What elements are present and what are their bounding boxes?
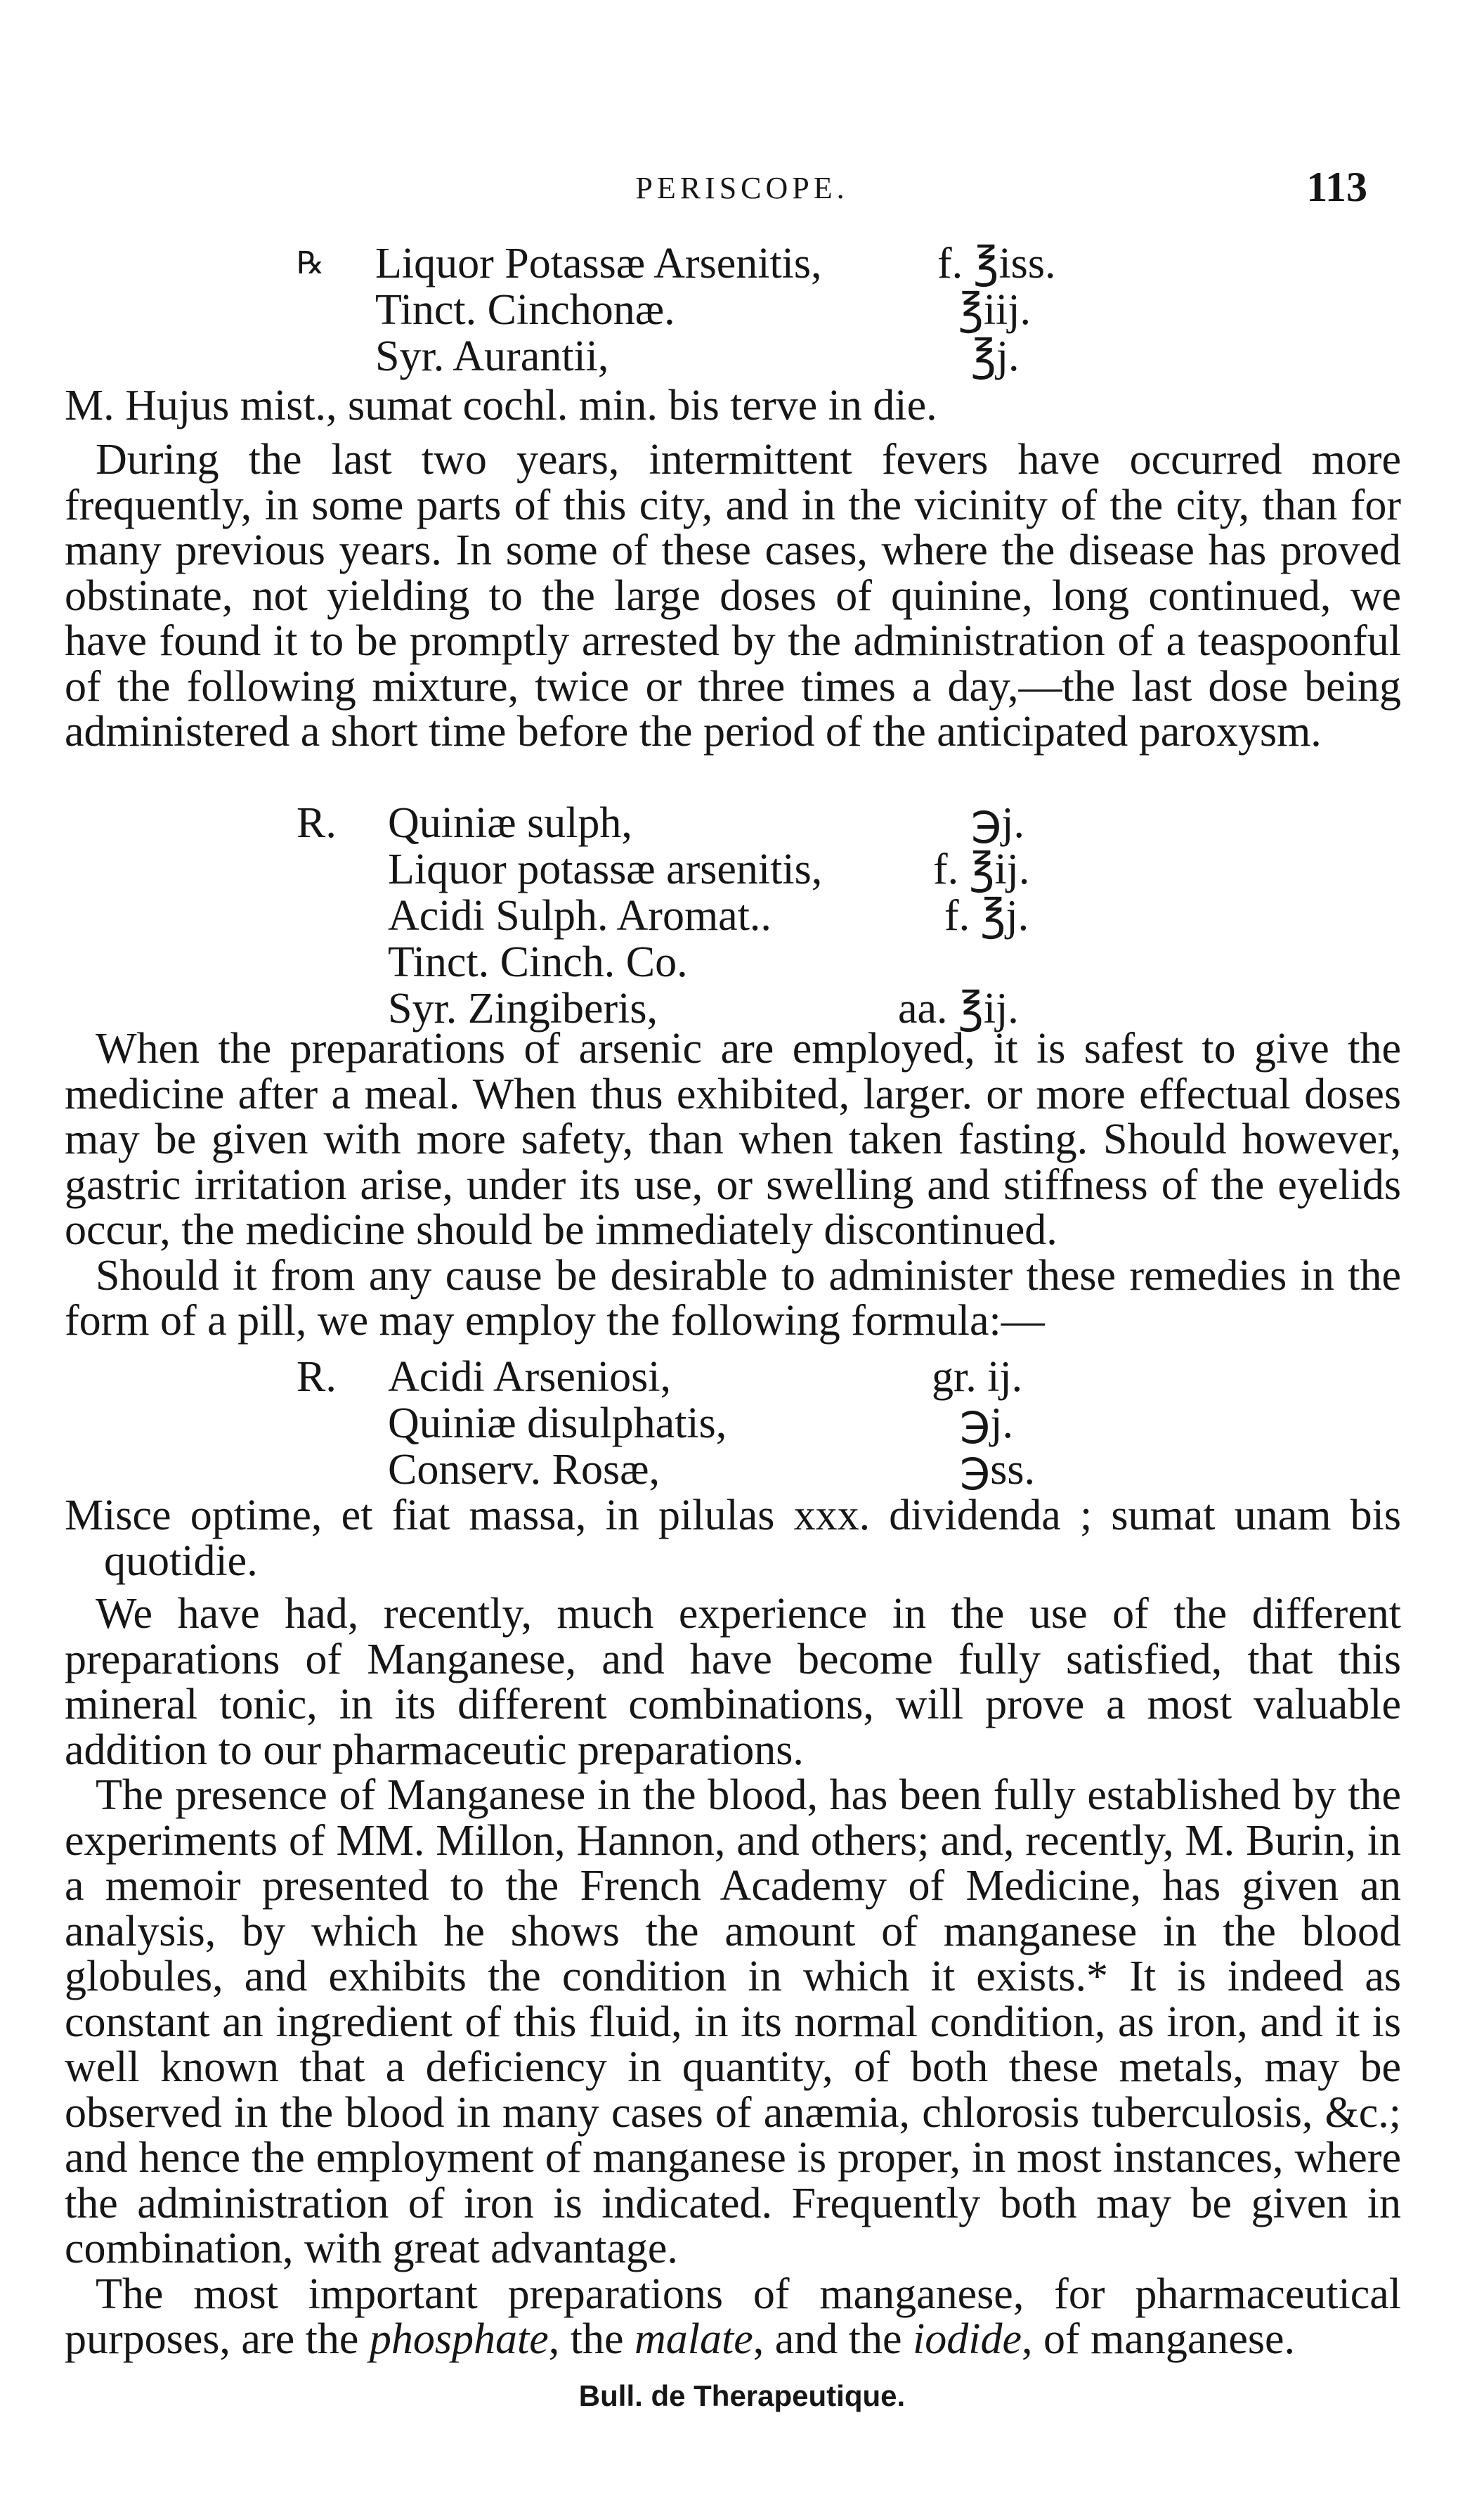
footnote-source: Bull. de Therapeutique.	[578, 2379, 906, 2412]
prescription-line	[297, 846, 1140, 893]
drug-quantity: ℥j.	[971, 332, 1020, 380]
term-malate: malate	[634, 2315, 753, 2363]
paragraph: During the last two years, intermittent fevers have occurred more frequently, in some parts of this city, and in the vicinity of the city, than for many previous years. In some of these cases, where the disease has proved obstinate, not yielding to the large doses of quinine, long continued, we have found it to be promptly arrested by the administration of a teaspoonful of the following mixture, twice or three times a day,—the last dose being administered a short time before the period of the anticipated paroxysm.	[65, 436, 1401, 756]
paragraph-2-block	[65, 1026, 1401, 1344]
prescription-line	[297, 800, 1140, 846]
drug-name: Acidi Sulph. Aromat..	[388, 892, 772, 940]
recipe-symbol: ℞	[297, 246, 325, 280]
paragraph-manganese-preparations	[65, 2272, 1401, 2362]
running-title: PERISCOPE.	[635, 171, 849, 205]
drug-name: Conserv. Rosæ,	[388, 1446, 660, 1494]
paragraph-4-block	[65, 1591, 1401, 2362]
drug-name: Acidi Arseniosi,	[388, 1353, 671, 1401]
text-segment: The most important preparations of manganese, for pharmaceutical purposes, are the	[65, 2270, 1401, 2363]
drug-name: Syr. Zingiberis,	[388, 985, 658, 1033]
drug-quantity: f. ℥iss.	[937, 240, 1056, 287]
drug-name: Tinct. Cinchonæ.	[375, 286, 675, 334]
prescription-line	[297, 287, 1140, 333]
drug-name: Quiniæ disulphatis,	[388, 1399, 727, 1447]
prescription-line	[297, 939, 1140, 985]
text-segment: , the	[548, 2315, 634, 2363]
drug-quantity: f. ℥ij.	[933, 846, 1030, 893]
drug-name: Liquor potassæ arsenitis,	[388, 846, 823, 893]
paragraph-3-block	[65, 1493, 1401, 1584]
prescription-3-directions: Misce optime, et fiat massa, in pilulas xxx. dividenda ; sumat unam bis quotidie.	[65, 1491, 1401, 1585]
prescription-line	[297, 333, 1140, 380]
drug-name: Liquor Potassæ Arsenitis,	[375, 240, 822, 287]
term-iodide: iodide	[913, 2315, 1022, 2363]
recipe-symbol: R.	[297, 1353, 337, 1401]
prescription-line	[297, 1400, 1140, 1447]
drug-name: Tinct. Cinch. Co.	[388, 938, 688, 986]
text-segment: , and the	[753, 2315, 913, 2363]
prescription-line	[297, 240, 1140, 287]
prescription-line	[297, 893, 1140, 939]
drug-quantity: f. ℥j.	[944, 892, 1029, 940]
drug-name: Quiniæ sulph,	[388, 799, 632, 847]
term-phosphate: phosphate	[369, 2315, 549, 2363]
prescription-1	[297, 240, 1140, 380]
recipe-symbol: R.	[297, 799, 337, 847]
paragraph: Should it from any cause be desirable to administer these remedies in the form of a pill, we may employ the following formula:—	[65, 1251, 1401, 1345]
drug-quantity: ℈j.	[971, 799, 1025, 847]
drug-quantity: ℥iij.	[958, 286, 1031, 334]
drug-name: Syr. Aurantii,	[375, 332, 609, 380]
prescription-line	[297, 1447, 1140, 1493]
paragraph: The presence of Manganese in the blood, has been fully established by the experiments of MM. Millon, Hannon, and others; and, recently, M. Burin, in a memoir presented to the French Academy of Medicine, has given an analysis, by which he shows the amount of manganese in the blood globules, and exhibits the condition in which it exists.* It is indeed as constant an ingredient of this fluid, in its normal condition, as iron, and it is well known that a deficiency in quantity, of both these metals, may be observed in the blood in many cases of anæmia, chlorosis tuberculosis, &c.; and hence the employment of manganese is proper, in most instances, where the administration of iron is indicated. Frequently both may be given in combination, with great advantage.	[65, 1771, 1401, 2272]
drug-quantity: ℈ss.	[960, 1446, 1036, 1494]
drug-quantity: aa. ℥ij.	[898, 985, 1019, 1033]
text-segment: , of manganese.	[1021, 2315, 1296, 2363]
paragraph-1-block	[65, 437, 1401, 755]
drug-quantity: gr. ij.	[932, 1353, 1023, 1401]
paragraph: When the preparations of arsenic are employed, it is safest to give the medicine after a meal. When thus exhibited, larger. or more effectual doses may be given with more safety, than when taken fasting. Should however, gastric irritation arise, under its use, or swelling and stiffness of the eyelids occur, the medicine should be immediately discontinued.	[65, 1025, 1401, 1254]
prescription-line	[297, 1354, 1140, 1400]
page-number: 113	[1306, 164, 1367, 210]
prescription-1-directions: M. Hujus mist., sumat cochl. min. bis terve in die.	[65, 382, 937, 429]
drug-quantity: ℈j.	[960, 1399, 1014, 1447]
prescription-3	[297, 1354, 1140, 1493]
prescription-2	[297, 800, 1140, 1032]
running-head	[0, 163, 1484, 219]
paragraph: We have had, recently, much experience in the use of the different preparations of Manganese, and have become fully satisfied, that this mineral tonic, in its different combinations, will prove a most valuable addition to our pharmaceutic preparations.	[65, 1590, 1401, 1774]
